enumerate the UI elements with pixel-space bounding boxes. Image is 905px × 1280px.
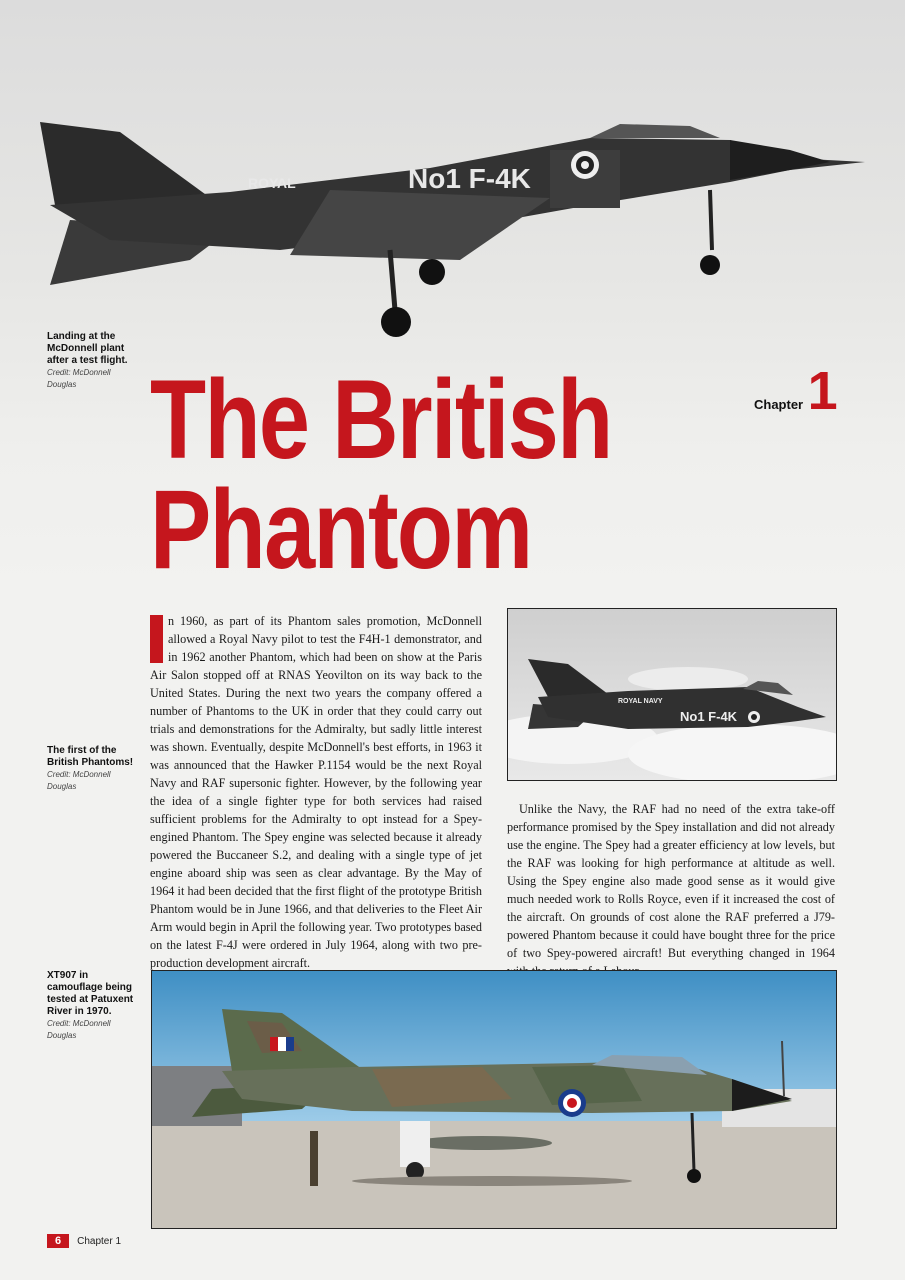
body-text-right: Unlike the Navy, the RAF had no need of the extra take-off performance promised by the Spey installation and did not already use the engine. The Spey had a greater efficiency at low levels, but the RAF was looking for high performance at altitude as well. Using the Spey engine also made good sense as it would give much needed work to Rolls Royce, even if it increased the cost of the aircraft. On grounds of cost alone the RAF preferred a J79-powered Phantom because it could have bought three for the price of two Spey-powered aircraft! But everything changed in 1964 <box>507 802 835 960</box>
caption-landing <box>47 331 142 391</box>
body-column-right <box>507 800 835 980</box>
body-text-left: n 1960, as part of its Phantom sales promotion, McDonnell allowed a Royal Navy pilot to test the F4H-1 demonstrator, and in 1962 another Phantom, which had been on show at the Paris Air Salon stopped off at RNAS Yeovilton on its way back to the United States. During the next two years the company offered a number of Phantoms to the UK in order that they could carry out trials and demonstrations for the Admiralty, but sadly little interest was shown. Eventually, despite McDonnell's best efforts, in 1963 it was announced that the Hawker P.1154 would be the next Royal Navy and RAF supersonic fighter. However, by the following year the idea of a single fighter type for both services had raised sufficient problems for the Admiralty to opt instead for a Spey-engined Phantom. The Spey engine was selected because it already powered the Buccaneer S.2, and dealing with a single type of jet engine aboard ship was seen as clear advantage. By the May of 1964 it had been decided that the first flight of the prototype British Phantom would be in June 1966, and that deliveries to the Fleet Air Arm would begin in April the following year. Two prototypes based on the latest F-4J were ordered in July 1964, along with two pre-production development aircraft. <box>150 614 482 970</box>
drop-cap: I <box>150 615 163 663</box>
page-title <box>150 357 612 592</box>
hero-service-marking: ROYAL <box>248 175 296 191</box>
caption-xt907-text: XT907 in camouflage being tested at Patuxent River in 1970. <box>47 970 134 1017</box>
phantom-landing-image <box>30 110 880 350</box>
page-footer <box>47 1233 121 1249</box>
caption-first <box>47 745 142 793</box>
caption-xt907 <box>47 970 142 1042</box>
caption-landing-credit: Credit: McDonnell Douglas <box>47 368 111 389</box>
title-line-2: Phantom <box>150 467 532 592</box>
photo-first-british-phantom <box>507 608 837 781</box>
chapter-number: 1 <box>807 361 838 421</box>
footer-chapter: Chapter 1 <box>77 1235 122 1247</box>
caption-first-text: The first of the British Phantoms! <box>47 745 134 768</box>
body-column-left <box>150 612 482 972</box>
chapter-label <box>754 361 838 421</box>
caption-landing-text: Landing at the McDonnell plant after a test flight. <box>47 331 128 366</box>
caption-first-credit: Credit: McDonnell Douglas <box>47 770 111 791</box>
chapter-word: Chapter <box>754 397 804 412</box>
navy-code-marking: No1 F-4K <box>680 709 738 724</box>
hero-code-marking: No1 F-4K <box>408 163 531 194</box>
page-number: 6 <box>47 1234 69 1248</box>
title-line-1: The British <box>150 357 612 482</box>
photo-xt907-camouflage <box>151 970 837 1229</box>
navy-service-marking: ROYAL NAVY <box>618 698 663 705</box>
caption-xt907-credit: Credit: McDonnell Douglas <box>47 1019 111 1040</box>
